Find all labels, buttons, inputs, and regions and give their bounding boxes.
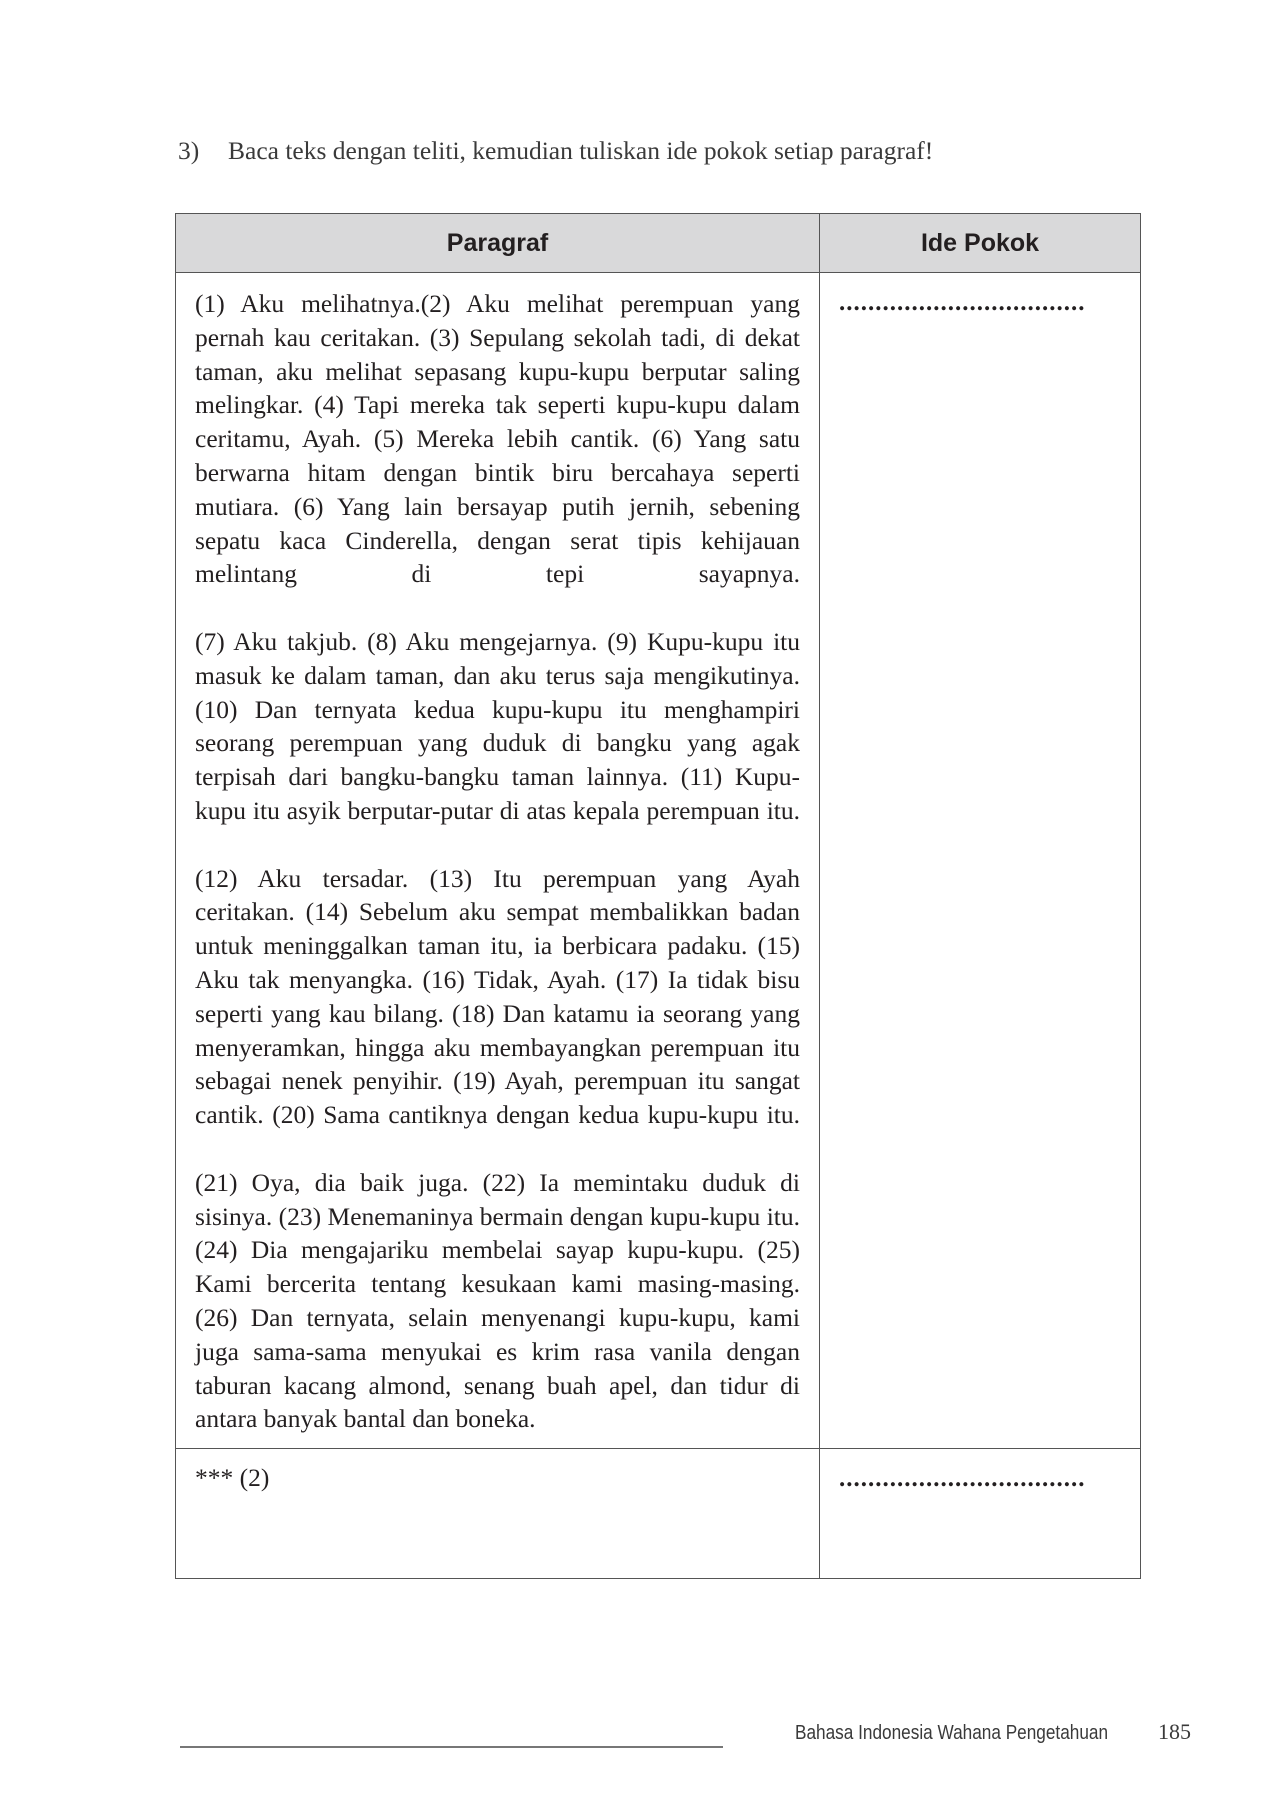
header-paragraf: Paragraf [176, 214, 820, 273]
paragraph-1: (1) Aku melihatnya.(2) Aku melihat perempuan yang pernah kau ceritakan. (3) Sepulang sekolah tadi, di dekat taman, aku melihat sepasang kupu-kupu berputar saling melingkar. (4) Tapi mereka tak seperti kupu-kupu dalam ceritamu, Ayah. (5) Mereka lebih cantik. (6) Yang satu berwarna hitam dengan bintik biru bercahaya seperti mutiara. (6) Yang lain bersayap putih jernih, sebening sepatu kaca Cinderella, dengan serat tipis kehijauan melintang di tepi sayapnya. [195, 289, 800, 589]
instruction-number: 3) [178, 136, 200, 165]
footer-book-title: Bahasa Indonesia Wahana Pengetahuan [795, 1722, 1109, 1744]
paragraph-2: (7) Aku takjub. (8) Aku mengejarnya. (9) Kupu-kupu itu masuk ke dalam taman, dan aku terus saja mengikutinya. (10) Dan ternyata kedua kupu-kupu itu menghampiri seorang perempuan yang duduk di bangku yang agak terpisah dari bangku-bangku taman lainnya. (11) Kupu-kupu itu asyik berputar-putar di atas kepala perempuan itu. [195, 626, 800, 825]
instruction [178, 136, 933, 166]
table-row [176, 273, 1141, 1449]
footer-divider [180, 1746, 723, 1748]
ide-pokok-answer-2[interactable]: .................................. [820, 1449, 1141, 1579]
header-ide-pokok: Ide Pokok [820, 214, 1141, 273]
instruction-text: Baca teks dengan teliti, kemudian tuliskan ide pokok setiap paragraf! [228, 136, 934, 165]
paragraf-cell [176, 273, 820, 1449]
paragraf-cell-2: *** (2) [176, 1449, 820, 1579]
page-number: 185 [1158, 1719, 1191, 1744]
paragraph-3: (12) Aku tersadar. (13) Itu perempuan yang Ayah ceritakan. (14) Sebelum aku sempat membalikkan badan untuk meninggalkan taman itu, ia berbicara padaku. (15) Aku tak menyangka. (16) Tidak, Ayah. (17) Ia tidak bisu seperti yang kau bilang. (18) Dan katamu ia seorang yang menyeramkan, hingga aku membayangkan perempuan itu sebagai nenek penyihir. (19) Ayah, perempuan itu sangat cantik. (20) Sama cantiknya dengan kedua kupu-kupu itu. [195, 863, 800, 1130]
ide-pokok-answer-1[interactable]: .................................. [820, 273, 1141, 1449]
exercise-table [175, 213, 1141, 1579]
table-header-row [176, 214, 1141, 273]
table-row [176, 1449, 1141, 1579]
paragraph-4: (21) Oya, dia baik juga. (22) Ia memintaku duduk di sisinya. (23) Menemaninya bermain dengan kupu-kupu itu. (24) Dia mengajariku membelai sayap kupu-kupu. (25) Kami bercerita tentang kesukaan kami masing-masing. (26) Dan ternyata, selain menyenangi kupu-kupu, kami juga sama-sama menyukai es krim rasa vanila dengan taburan kacang almond, senang buah apel, dan tidur di antara banyak bantal dan boneka. [195, 1167, 800, 1434]
